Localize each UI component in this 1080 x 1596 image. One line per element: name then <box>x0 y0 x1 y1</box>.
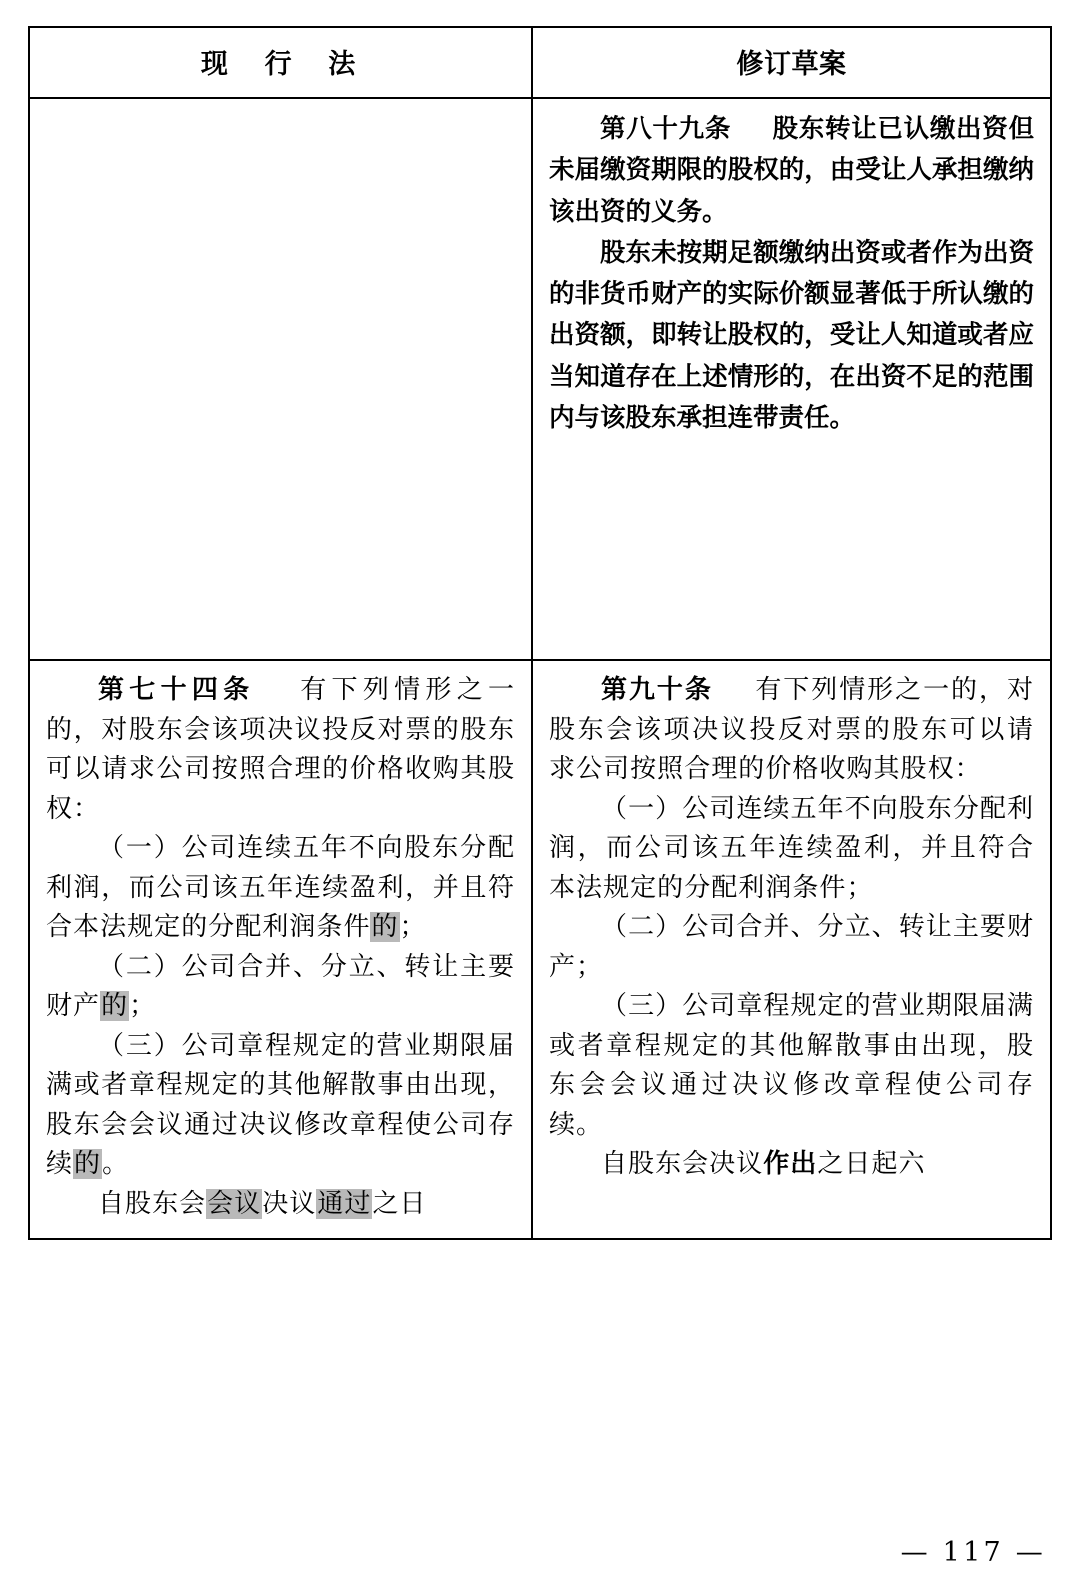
cell-revised-draft-article-90 <box>533 661 1050 1238</box>
comparison-table <box>28 26 1052 1240</box>
cell-current-law-empty <box>30 99 533 659</box>
paragraph: （三）公司章程规定的营业期限届满或者章程规定的其他解散事由出现，股东会会议通过决议修改章程使公司存续。 <box>549 991 1034 1140</box>
paragraph: 自股东会决议作出之日起六 <box>601 1149 926 1180</box>
paragraph: 第七十四条 有下列情形之一的，对股东会该项决议投反对票的股东可以请求公司按照合理的价格收购其股权： <box>46 675 516 824</box>
paragraph: （二）公司合并、分立、转让主要财产； <box>549 912 1034 982</box>
table-header-row <box>30 28 1050 97</box>
paragraph: （一）公司连续五年不向股东分配利润，而公司该五年连续盈利，并且符合本法规定的分配利润条件； <box>549 793 1034 903</box>
header-cell-current-law: 现 行 法 <box>30 28 533 97</box>
cell-revised-draft-article-89 <box>533 99 1050 659</box>
table-row <box>30 97 1050 659</box>
header-cell-revised-draft: 修订草案 <box>736 49 847 80</box>
page-number: — 117 — <box>900 1537 1046 1568</box>
table-row <box>30 659 1050 1238</box>
paragraph: （三）公司章程规定的营业期限届满或者章程规定的其他解散事由出现，股东会会议通过决议修改章程使公司存续的。 <box>46 1030 516 1180</box>
paragraph: 第八十九条 股东转让已认缴出资但未届缴资期限的股权的，由受让人承担缴纳该出资的义务。 <box>549 114 1034 227</box>
paragraph: 第九十条 有下列情形之一的，对股东会该项决议投反对票的股东可以请求公司按照合理的价格收购其股权： <box>549 675 1034 785</box>
cell-current-law-article-74 <box>30 661 533 1238</box>
paragraph: 股东未按期足额缴纳出资或者作为出资的非货币财产的实际价额显著低于所认缴的出资额，即转让股权的，受让人知道或者应当知道存在上述情形的，在出资不足的范围内与该股东承担连带责任。 <box>549 237 1034 434</box>
paragraph: 自股东会会议决议通过之日 <box>98 1188 427 1219</box>
paragraph: （二）公司合并、分立、转让主要财产的； <box>46 951 516 1022</box>
paragraph: （一）公司连续五年不向股东分配利润，而公司该五年连续盈利，并且符合本法规定的分配利润条件的； <box>46 833 516 943</box>
